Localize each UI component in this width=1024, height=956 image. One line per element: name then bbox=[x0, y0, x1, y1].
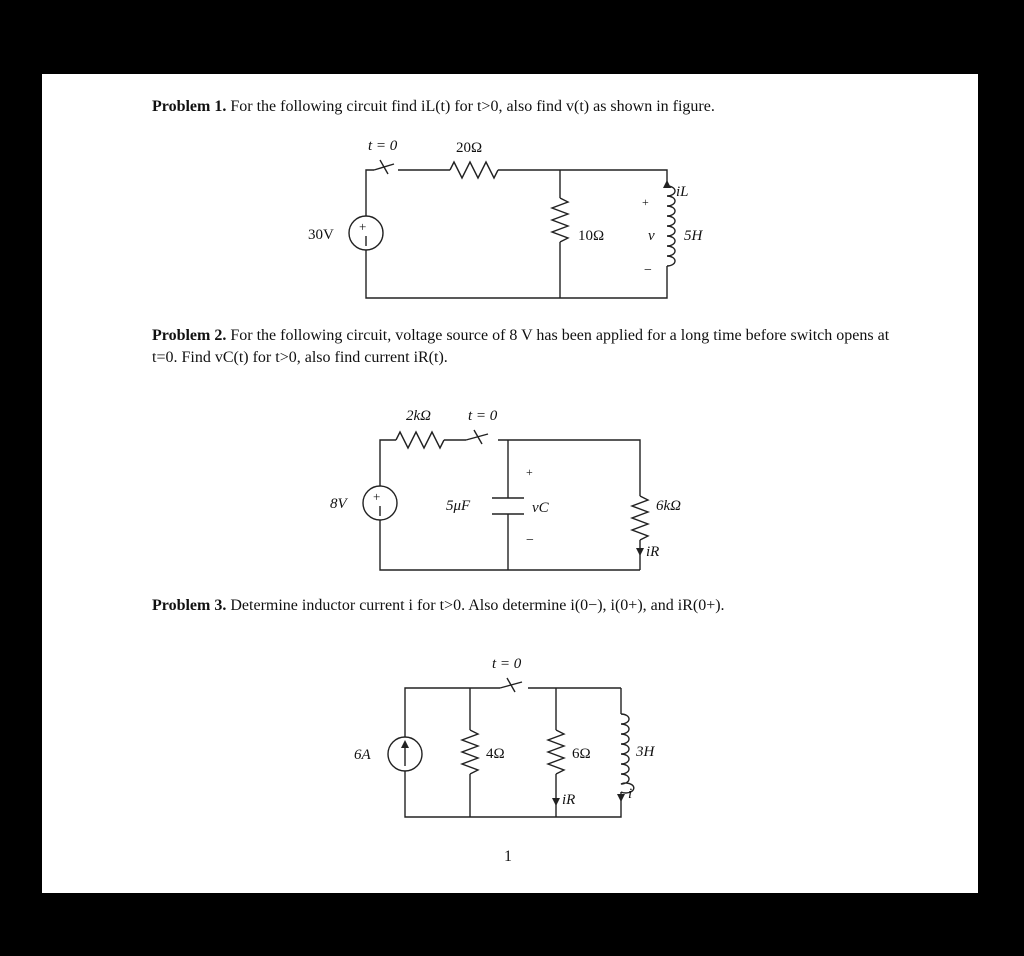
circuit-2-resistor-2k-label: 2kΩ bbox=[406, 408, 432, 424]
circuit-2-minus-sign: − bbox=[526, 533, 534, 548]
circuit-3-i-label: i bbox=[628, 786, 633, 802]
circuit-3-i-arrow bbox=[617, 794, 625, 802]
circuit-3-resistor-6-ohm bbox=[548, 730, 564, 774]
circuit-3-resistor-4-label: 4Ω bbox=[486, 746, 505, 762]
problem-1-text: For the following circuit find iL(t) for t>0, also find v(t) as shown in figure. bbox=[230, 98, 715, 115]
circuit-3-inductor-label: 3H bbox=[636, 744, 655, 760]
circuit-3-diagram bbox=[42, 74, 978, 893]
circuit-3-ir-label: iR bbox=[562, 792, 576, 808]
circuit-1-minus-sign: − bbox=[644, 263, 652, 278]
circuit-3-inductor bbox=[621, 714, 634, 793]
svg-text:+: + bbox=[373, 489, 381, 504]
circuit-2-plus-sign: + bbox=[526, 465, 533, 479]
circuit-1-current-label: iL bbox=[676, 184, 689, 200]
document-page bbox=[42, 74, 978, 893]
problem-2-text: For the following circuit, voltage source of 8 V has been applied for a long time before switch opens at t=0. Find vC(t) for t>0, also find current iR(t). bbox=[152, 327, 890, 366]
circuit-1-switch-label: t = 0 bbox=[368, 138, 398, 154]
circuit-3-source-label: 6A bbox=[354, 747, 371, 763]
svg-text:+: + bbox=[359, 219, 367, 234]
circuit-2-current-label: iR bbox=[646, 544, 660, 560]
circuit-3-switch bbox=[500, 678, 522, 692]
circuit-3-resistor-6-label: 6Ω bbox=[572, 746, 591, 762]
circuit-2-switch-label: t = 0 bbox=[468, 408, 498, 424]
circuit-3-resistor-4-ohm bbox=[462, 730, 478, 774]
problem-3-text: Determine inductor current i for t>0. Also determine i(0−), i(0+), and iR(0+). bbox=[230, 597, 725, 614]
circuit-1-resistor-20-label: 20Ω bbox=[456, 140, 483, 156]
circuit-1-plus-sign: + bbox=[642, 195, 649, 209]
circuit-3-ir-arrow bbox=[552, 798, 560, 806]
problem-1-label: Problem 1. bbox=[152, 98, 227, 115]
circuit-2-source-label: 8V bbox=[330, 496, 347, 512]
circuit-1-voltage-label: v bbox=[648, 228, 655, 244]
problem-2-label: Problem 2. bbox=[152, 327, 227, 344]
circuit-1-source-label: 30V bbox=[308, 227, 334, 243]
circuit-3-switch-label: t = 0 bbox=[492, 656, 522, 672]
page-number: 1 bbox=[504, 848, 512, 865]
circuit-1-inductor-label: 5H bbox=[684, 228, 703, 244]
circuit-3-current-source bbox=[388, 737, 422, 771]
problem-3-label: Problem 3. bbox=[152, 597, 227, 614]
circuit-2-voltage-label: vC bbox=[532, 500, 549, 516]
circuit-2-resistor-6k-label: 6kΩ bbox=[656, 498, 682, 514]
circuit-1-resistor-10-label: 10Ω bbox=[578, 228, 605, 244]
circuit-2-capacitor-label: 5μF bbox=[446, 498, 471, 514]
